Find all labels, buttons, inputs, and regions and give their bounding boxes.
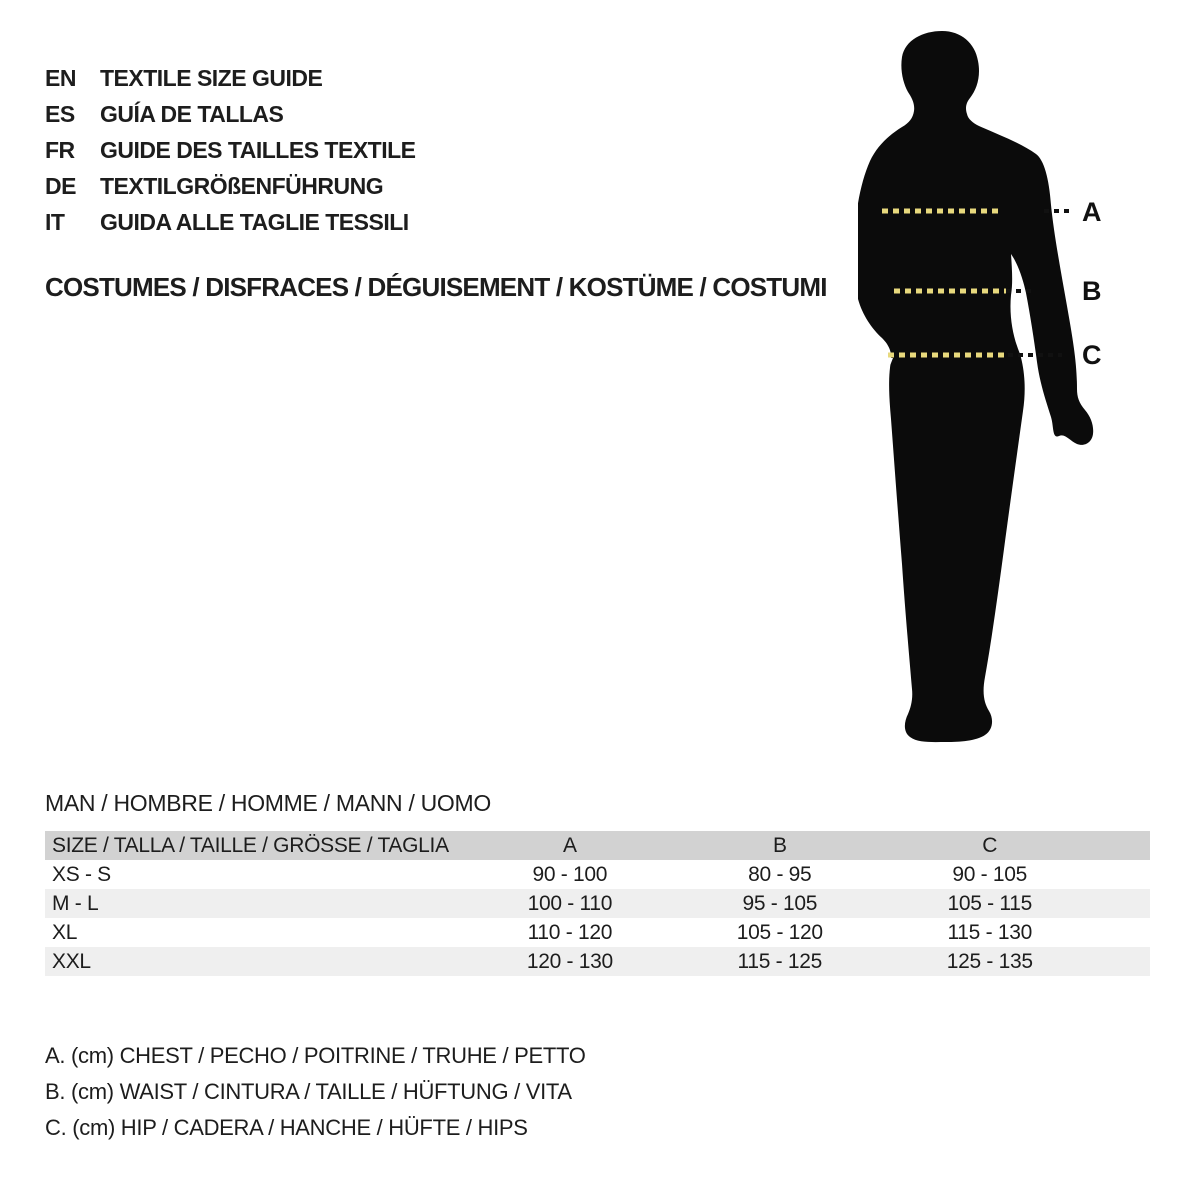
male-silhouette (858, 31, 1093, 742)
table-row-xl (45, 918, 1150, 947)
language-title-list (45, 60, 416, 240)
language-row-fr (45, 132, 416, 168)
language-title: GUIDA ALLE TAGLIE TESSILI (100, 209, 409, 235)
male-silhouette-figure (858, 20, 1120, 765)
waist-cell: 80 - 95 (748, 862, 812, 886)
header-col-c: C (982, 833, 998, 857)
table-row-xxl (45, 947, 1150, 976)
size-table (45, 831, 1150, 976)
language-code: IT (45, 209, 65, 235)
language-title: GUIDE DES TAILLES TEXTILE (100, 137, 416, 163)
language-row-it (45, 204, 416, 240)
language-row-de (45, 168, 416, 204)
hip-cell: 90 - 105 (952, 862, 1028, 886)
header-col-b: B (772, 833, 787, 857)
measurement-legend (45, 1038, 586, 1146)
size-table-header-row (45, 831, 1150, 860)
chest-marker-label: A (1082, 197, 1102, 227)
header-size: SIZE / TALLA / TAILLE / GRÖSSE / TAGLIA (52, 833, 449, 857)
language-code: EN (45, 65, 76, 91)
language-code: ES (45, 101, 75, 127)
waist-marker-label: B (1082, 276, 1102, 306)
table-row-xs-s (45, 860, 1150, 889)
table-row-m-l (45, 889, 1150, 918)
size-cell: XXL (52, 949, 91, 973)
language-title: GUÍA DE TALLAS (100, 101, 284, 127)
header-col-a: A (563, 833, 577, 857)
legend-hip: C. (cm) HIP / CADERA / HANCHE / HÜFTE / HIPS (45, 1115, 528, 1140)
language-row-en (45, 60, 416, 96)
legend-chest: A. (cm) CHEST / PECHO / POITRINE / TRUHE / PETTO (45, 1043, 586, 1068)
hip-marker-label: C (1082, 340, 1102, 370)
chest-cell: 90 - 100 (532, 862, 608, 886)
section-title-man: MAN / HOMBRE / HOMME / MANN / UOMO (45, 790, 491, 816)
language-code: DE (45, 173, 76, 199)
legend-waist: B. (cm) WAIST / CINTURA / TAILLE / HÜFTUNG / VITA (45, 1079, 572, 1104)
chest-cell: 110 - 120 (527, 920, 613, 944)
hip-cell: 125 - 135 (946, 949, 1033, 973)
waist-cell: 105 - 120 (736, 920, 823, 944)
language-title: TEXTILGRÖßENFÜHRUNG (100, 173, 384, 199)
size-cell: XS - S (52, 862, 111, 886)
hip-cell: 115 - 130 (947, 920, 1032, 944)
hip-cell: 105 - 115 (947, 891, 1032, 915)
size-cell: M - L (52, 891, 99, 915)
category-heading: COSTUMES / DISFRACES / DÉGUISEMENT / KOSTÜME / COSTUMI (45, 272, 827, 302)
language-row-es (45, 96, 416, 132)
size-cell: XL (52, 920, 78, 944)
waist-cell: 115 - 125 (737, 949, 823, 973)
chest-cell: 120 - 130 (526, 949, 613, 973)
chest-cell: 100 - 110 (527, 891, 613, 915)
language-code: FR (45, 137, 75, 163)
waist-cell: 95 - 105 (742, 891, 818, 915)
language-title: TEXTILE SIZE GUIDE (100, 65, 323, 91)
